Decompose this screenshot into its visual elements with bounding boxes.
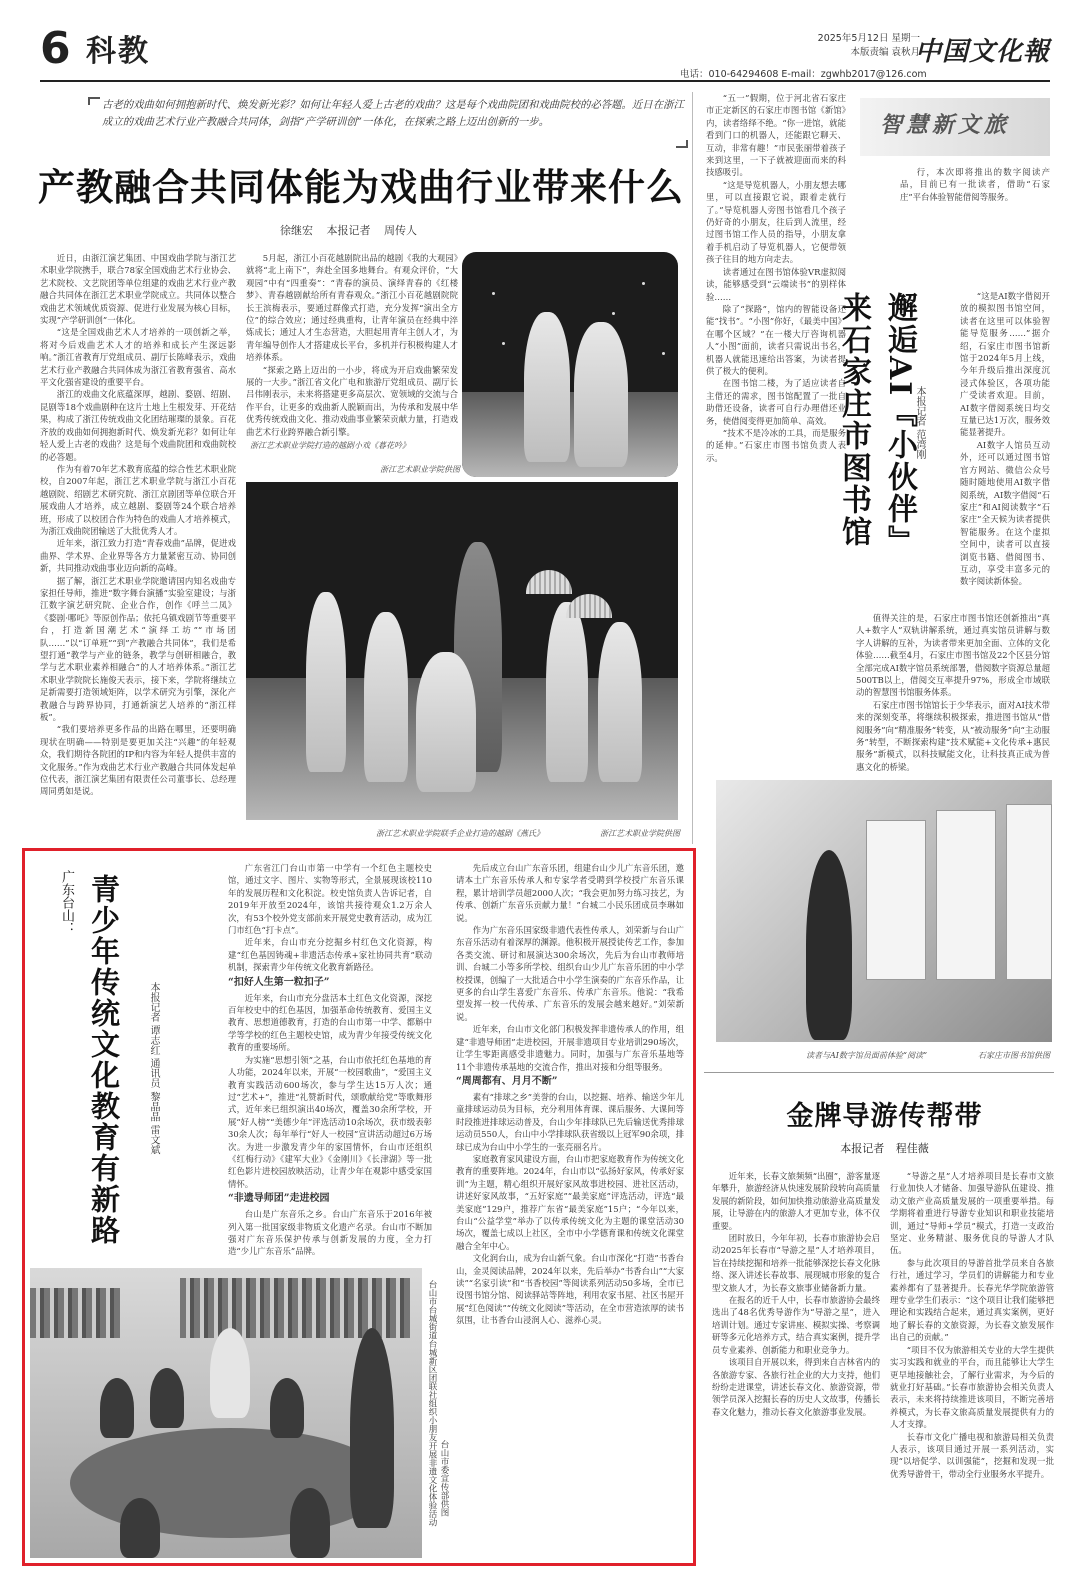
- drama-column-2: [246, 252, 458, 438]
- paragraph: “导游之星”人才培养项目是长春市文旅行业加快人才储备、加强导游队伍建设、推动文旅产业高质量发展的一项重要举措。每学期将着重进行导游专业知识和职业技能培训，通过“导师+学员”模式，打造一支政治坚定、业务精湛、服务优良的导游人才队伍。: [890, 1171, 1054, 1256]
- youth-photo-credit: 台山市委宣传部供图: [439, 1440, 449, 1517]
- display-panel: [936, 810, 996, 980]
- display-panel: [866, 820, 926, 980]
- ai-headline-line-1: 邂逅AI『小伙伴』: [882, 292, 917, 558]
- teacher-figure: [210, 1328, 250, 1418]
- youth-headline: 青少年传统文化教育有新路: [87, 874, 121, 1246]
- fan-prop: [526, 570, 572, 594]
- youth-location: 广东台山：: [59, 870, 74, 935]
- display-panel: [1006, 804, 1052, 980]
- paragraph: 台山是广东音乐之乡。台山广东音乐于2016年被列入第一批国家级非物质文化遗产名录。台山市不断加强对广东音乐保护传承与创新发展的力度，全力打造“少儿广东音乐”品牌。: [228, 1209, 432, 1257]
- paragraph: 据了解，浙江艺术职业学院邀请国内知名戏曲专家担任导师，推进“数字舞台演播”实验室建设；与浙江数字演艺研究院、企业合作，创作《呼兰二凤》《婺剧·哪吒》等原创作品；依托乌镇戏剧节等重要平台，打造新国潮艺术“演绎工坊”“市场团队……”以“订单班”“到”产教融合共同体”，我们是希望打通“教学与产业的链条，教学与创研相融合，教学与艺术职业素养相融合”的人才培养体系。”浙江艺术职业学院院长施俊天表示，接下来，学院将继续立足新需要打造领域矩阵，以学术研究为引擎，深化产教融合与跨界协同，打通新演艺人培养的“浙江样板”。: [40, 575, 236, 723]
- banner-title: 智慧新文旅: [880, 112, 1011, 138]
- paragraph: 先后成立台山广东音乐团，组建台山少儿广东音乐团，邀请本土广东音乐传承人和专家学者受聘到学校授广东音乐课程，累计培训学员超2000人次；“我会更加努力练习技艺，为传承、创新广东音乐贡献力量！”台城二小民乐团成员李琳如说。: [456, 863, 684, 923]
- paragraph: 长春市文化广播电视和旅游局相关负责人表示，该项目通过开展一系列活动，实现“以培促学、以训强能”，挖掘和发现一批优秀导游骨干，带动全行业服务水平提升。: [890, 1431, 1054, 1479]
- ai-column-1: [706, 92, 846, 768]
- paragraph: “探索之路上迈出的一小步，将成为开启戏曲繁荣发展的一大步。”浙江省文化广电和旅游厅党组成员、副厅长吕伟刚表示，未来将搭建更多高层次、宽领域的交流与合作平台，让更多的戏曲新人脱颖而出，为传承和发展中华优秀传统戏曲文化、推动戏曲事业繁荣贡献力量，打造戏曲艺术行业跨界融合新引擎。: [246, 364, 458, 437]
- paragraph: 读者通过在图书馆体验VR虚拟阅读，能够感受到“云端读书”的别样体验……: [706, 266, 846, 302]
- ai-photo-caption: 读者与AI数字馆员面前体验“阅读”: [806, 1051, 928, 1060]
- column-divider: [692, 92, 693, 844]
- paragraph: 浙江的戏曲文化底蕴深厚，越剧、婺剧、绍剧、昆剧等18个戏曲剧种在这片土地上生根发芽、开花结果，构成了浙江传统戏曲文化团结璀璨的景象。百花齐放的戏曲如何拥抱新时代、焕发新光彩？如何让年轻人爱上古老的戏曲？这是每个戏曲院团和戏曲院校的必答题。: [40, 389, 236, 462]
- paragraph: 在报名的近千人中，长春市旅游协会最终选出了48名优秀导游作为“导游之星”，进入培训计划。通过专家讲座、模拟实操、考察调研等多元化培养方式，结合真实案例，提升学员专业素养、创新能力和职业竞争力。: [712, 1295, 880, 1355]
- youth-subhead-3: “周周都有、月月不断”: [456, 1075, 558, 1087]
- paragraph: 5月起，浙江小百花越剧院出品的越剧《我的大观园》就将“北上南下”，奔赴全国多地舞台。有观众评价，“大观园”中有“四重奏”：“青春的演员、演绎青春的《红楼梦》、青春越剧献给所有青春观众。”浙江小百花越剧院院长王滨梅表示，要通过群像式打造，充分发挥“演出全方位”的综合效应；通过经典重构，让青年演员在经典中淬炼成长；通过人才生态营造，大胆起用青年主创人才，为青年编导创作人才搭建成长平台，多机并行积极构建人才培养体系。: [246, 253, 458, 363]
- performer-figure: [306, 592, 346, 772]
- child-figure: [100, 1378, 134, 1438]
- ai-column-2-top: [900, 166, 1050, 286]
- youth-photo-caption: 台山市台城街道台城新区团联社组织小朋友开展非遗文化体验活动: [427, 1280, 437, 1527]
- paragraph: 近年来，浙江致力打造“青春戏曲”品牌，促进戏曲界、学术界、企业界等各方力量紧密互动、协同创新，共同推动戏曲事业迈向新的高峰。: [40, 538, 236, 574]
- activity-table: [70, 1428, 390, 1538]
- intro-quote-mark-close: [676, 140, 688, 148]
- performer-figure: [364, 612, 408, 782]
- performer-figure: [574, 322, 628, 467]
- drama-intro: 古老的戏曲如何拥抱新时代、焕发新光彩？如何让年轻人爱上古老的戏曲？这是每个戏曲院团和戏曲院校的必答题。近日在浙江成立的戏曲艺术行业产教融合共同体，剑指“产学研训创”一体化，在探索之路上迈出创新的一步。: [102, 99, 684, 128]
- paragraph: 家庭教育家风建设方面，台山市把家庭教育作为传统文化教育的重要阵地。2024年，台山市以“弘扬好家风，传承好家训”为主题，精心组织开展好家风故事进校园、进社区活动，讲述好家风故事，“五好家庭”“最美家庭”评选活动，评选“最美家庭”129户，推荐广东省“最美家庭”15户；“今年以来，台山“公益学堂”举办了以传承传统文化为主题的课堂活动30场次，覆盖七成以上社区，全市中小学德育课和传统文化课堂融合全年中心。: [456, 1153, 684, 1251]
- paragraph: 作为广东音乐国家级非遗代表性传承人，刘荣新与台山广东音乐活动有着深厚的渊源。他积极开展授徒传艺工作，参加各类交流、研讨和展演达300余场次，先后为台山市教师培训、台城二小等多所学校、组织台山少儿广东音乐团的中小学校授课，创编了一大批适合中小学生演奏的广东音乐作品，让更多的台山学生喜爱广东音乐、传承广东音乐。他说：“我希望发挥一校一代传承、广东音乐的发展会越来越好。”刘荣新说。: [456, 925, 684, 1022]
- paragraph: “这是AI数字借阅开放的模拟图书馆空间，读者在这里可以体验智能导览服务……”据介绍，石家庄市图书馆新馆于2024年5月上线，今年升级后推出深度沉浸式体验区，各项功能广受读者欢迎。目前，AI数字借阅系统日均交互量已达1万次，服务效能显著提升。: [960, 291, 1050, 438]
- paragraph: 行，本次即将推出的数字阅读产品，目前已有一批读者，借助“石家庄”平台体验智能借阅等服务。: [900, 167, 1050, 202]
- section-divider: [704, 1072, 1054, 1073]
- adult-figure: [350, 1328, 394, 1528]
- petal: [492, 292, 495, 295]
- performer-figure: [598, 622, 642, 782]
- masthead: [40, 24, 1050, 82]
- drama-credit-2: 浙江艺术职业学院供图: [600, 829, 680, 838]
- tour-column-2: [890, 1170, 1054, 1566]
- ai-byline: 本报记者 范湾刚: [914, 386, 925, 460]
- youth-photo: [30, 1268, 422, 1558]
- youth-column-1: [228, 862, 432, 1262]
- performer-figure: [524, 312, 570, 462]
- paragraph: 近年来，台山市充分盘活本土红色文化资源，深挖百年校史中的红色基因，加强革命传统教育、爱国主义教育、思想道德教育，打造的台山市第一中学、都斛中学等学校的红色主题校史馆，成为青少年接受传统文化教育的重要场所。: [228, 992, 432, 1053]
- paragraph: 为实施“思想引领”之基，台山市依托红色基地的育人功能，2024年以来，开展“一校园歌曲”，“爱国主义教育实践活动600场次，参与学生达15万人次；通过“艺术+”，推进“礼赞新时代，颂歌献给党”等歌舞形式，近年来已组织演出40场次，覆盖30余所学校，开展“好人榜”“美德少年”评选活动10余场次，获市级表彰30余人次；每年举行“好人一校园”宣讲活动超过6万场次。为进一步激发青少年的家国情怀，台山市还组织《红梅行动》《建军大业》《金刚川》《长津湖》等一批红色影片进校园放映活动，让青少年在观影中感受家国情怀。: [228, 1054, 432, 1189]
- paragraph: 除了“探路”，馆内的智能设备还能“找书”。“小图”你好，《最美中国》在哪个区域？”在一楼大厅咨询机器人“小图”面前，读者只需说出书名，机器人就能迅速给出答案，为读者提供了极大的便利。: [706, 303, 846, 376]
- tour-byline: 本报记者 程佳薇: [840, 1142, 929, 1155]
- paragraph: 近年来，台山市文化部门积极发挥非遗传承人的作用，组建“非遗导师团”走进校园，开展非遗项目专业培训290场次，让学生零距离感受非遗魅力。同时，加强与广东音乐基地等11个非遗传承基地的交流合作，推出对接和分组等服务。: [456, 1024, 684, 1072]
- issue-date: 2025年5月12日 星期一: [817, 33, 920, 44]
- contact-info: 电话：010-64294608 E-mail：zgwhb2017@126.com: [680, 69, 927, 80]
- section-banner: [860, 98, 1050, 156]
- section-name: 科教: [86, 34, 150, 69]
- youth-column-2: [456, 862, 684, 1552]
- drama-column-1: [40, 252, 236, 844]
- paragraph: 近年来，长春文旅频频“出圈”，游客量逐年攀升，旅游经济从快速发展阶段转向高质量发展的新阶段，如何加快推动旅游业高质量发展，让导游在内的旅游人才更加专业，体不仅重要。: [712, 1171, 880, 1231]
- reader-figure: [806, 850, 852, 1040]
- child-figure: [270, 1378, 304, 1438]
- paragraph: 作为有着70年艺术教育底蕴的综合性艺术职业院校，自2007年起，浙江艺术职业学院与浙江小百花越剧院、绍剧艺术研究院、浙江京剧团等单位联合开展戏曲人才培养，成立越剧、婺剧等24个联合培养班，形成了以校团合作为特色的戏曲人才培养模式，为浙江戏曲院团输送了大批优秀人才。: [40, 463, 236, 536]
- child-figure: [290, 1488, 330, 1558]
- paragraph: “这是导览机器人，小朋友想去哪里，可以直接跟它说，跟着走就行了。”导览机器人旁图书馆看几个孩子仍好奇的小朋友，往后到人流里，经过图书馆工作人员的指导，小朋友拿着手机启动了导览机器人，它便带领孩子往目的地方向走去。: [706, 179, 846, 265]
- petal: [662, 352, 665, 355]
- drama-headline: 产教融合共同体能为戏曲行业带来什么: [38, 165, 684, 209]
- paragraph: 石家庄市图书馆馆长于少华表示，面对AI技术带来的深刻变革，将继续积极探索，推进图书馆从“借阅服务”向“精准服务”转变，从“被动服务”向“主动服务”转型，不断探索构建“技术赋能+文化传承+惠民服务”新模式，以科技赋能文化，让科技真正成为普惠文化的桥梁。: [856, 699, 1050, 772]
- drama-credit-1: 浙江艺术职业学院供图: [380, 465, 460, 474]
- performer-figure: [546, 602, 588, 782]
- newspaper-logo: 中国文化報: [914, 37, 1050, 67]
- tour-headline: 金牌导游传帮带: [786, 1101, 983, 1132]
- paragraph: AI数字人馆员互动外，还可以通过图书馆官方网站、微信公众号随时随地使用AI数字借阅系统，AI数字借阅“石家庄”和AI阅读数字“石家庄”全天候为读者提供智能服务。在这个虚拟空间中，读者可以直接浏览书籍、借阅图书、互动，享受丰富多元的数字阅读新体验。: [960, 439, 1050, 587]
- drama-photo-2: [246, 482, 678, 820]
- petal: [612, 312, 615, 315]
- paragraph: 近日，由浙江演艺集团、中国戏曲学院与浙江艺术职业学院携手，联合78家全国戏曲艺术行业协会、艺术院校、文艺院团等单位组建的戏曲艺术行业产教融合共同体在浙江艺术职业学院成立。共同体以整合戏曲艺术领域优质资源、促进行业发展为核心目标，实现“产学研训创”一体化。: [40, 253, 236, 326]
- page-number: 6: [40, 23, 71, 74]
- paragraph: 广东省江门台山市第一中学有一个红色主题校史馆，通过文字、图片、实物等形式，全景展现该校110年的发展历程和文化积淀。校史馆负责人告诉记者，自2019年开放至2024年，该馆共接待观众1.2万余人次，有53个校外党支部前来开展党史教育活动，成为江门市红色“打卡点”。: [228, 863, 432, 936]
- drama-caption-2: 浙江艺术职业学院联手企业打造的越剧《燕氏》: [376, 829, 544, 838]
- paragraph: “五一”假期，位于河北省石家庄市正定新区的石家庄市图书馆《新馆》内，读者络绎不绝。“你一进馆，就能看到门口的机器人，还能跟它聊天、互动，非常有趣！”市民张丽带着孩子来到这里，一下子就被迎面而来的科技感吸引。: [706, 93, 846, 178]
- drama-photo-1: [462, 252, 678, 477]
- paragraph: “技术不是冷冰的工具，而是服务的延伸。”石家庄市图书馆负责人表示。: [706, 427, 846, 463]
- petal: [642, 282, 645, 285]
- paragraph: “我们要培养更多作品的出路在哪里，还要明确现状在明确——特别是要更加关注“兴趣”的年轻观众，我们期待各院团的IP和内容为年轻人提供丰富的文化服务。”作为戏曲艺术行业产教融合共同体发起单位代表，浙江演艺集团有限责任公司董事长、总经理周同勇如是说。: [40, 724, 236, 797]
- stage-floor: [462, 392, 678, 478]
- ai-column-2-mid: [960, 290, 1050, 610]
- drama-caption-1: 浙江艺术职业学院打造的越剧小戏《暮花吟》: [250, 441, 410, 450]
- performer-figure: [416, 652, 476, 792]
- youth-subhead-2: “非遗导师团”走进校园: [228, 1193, 330, 1205]
- ai-column-2-bottom: [856, 612, 1050, 772]
- paragraph: 文化润台山，成为台山新气象。台山市深化“打造”书香台山，金灵阅读品牌，2024年以来，先后举办“书香台山”“大家读”“名家引读”和“书香校园”等阅读系列活动50多场，全市已设图书馆分馆、阅读驿站等阵地，利用农家书屋、社区书屋开展“红色阅读”“传统文化阅读”等活动，在全市营造浓厚的读书氛围，让书香台山浸润人心、滋养心灵。: [456, 1253, 684, 1326]
- youth-byline: 本报记者 谭志红 通讯员 黎晶晶 雷文斌: [148, 982, 159, 1155]
- page-editors: 本版责编 袁秋月: [850, 47, 920, 58]
- paragraph: “项目不仅为旅游相关专业的大学生提供实习实践和就业的平台，而且能够让大学生更早地接触社会，了解行业需求，为今后的就业打好基础。”长春市旅游协会相关负责人表示，未来将持续推进该项目，不断完善培养模式，为长春文旅高质量发展提供有力的人才支撑。: [890, 1344, 1054, 1430]
- bookshelf: [30, 1288, 120, 1338]
- youth-subhead-1: “扣好人生第一粒扣子”: [228, 976, 330, 988]
- paragraph: 该项目自开展以来，得到来自吉林省内的各旅游专家、各旅行社企业的大力支持，他们纷纷走进课堂，讲述长春文化、旅游资源，带领学员深入挖掘长春的历史人文故事，传播长春文化魅力，推动长春文化旅游事业发展。: [712, 1357, 880, 1417]
- paragraph: 素有“排球之乡”美誉的台山，以挖掘、培养、输送少年儿童排球运动员为目标，充分利用体育课、课后服务、大课间等时段推进排球运动普及，台山少年排球队已先后输送优秀排球运动员550人，台山中小学排球队获省级以上冠军90余项，排球已成为台山中小学生的一张亮丽名片。: [456, 1091, 684, 1152]
- ai-headline-line-2: 来石家庄市图书馆: [836, 292, 871, 548]
- child-figure: [120, 1498, 160, 1558]
- paragraph: 参与此次项目的导游首批学员来自各旅行社，通过学习，学员们的讲解能力和专业素养都有了显著提升。长春光华学院旅游管理专业学生们表示：“这个项目让我们能够把理论和实践结合起来，通过真实案例，更好地了解长春的文旅资源，为长春文旅发展作出自己的贡献。”: [890, 1257, 1054, 1343]
- paragraph: 近年来，台山市充分挖掘乡村红色文化资源，构建“红色基因铸魂+非遗活态传承+家社协同共育”联动机制，探索青少年传统文化教育新路径。: [228, 937, 432, 973]
- drama-byline: 徐继宏 本报记者 周传人: [280, 224, 417, 237]
- fan-prop: [566, 594, 612, 618]
- petal: [502, 342, 505, 345]
- child-figure: [150, 1368, 184, 1428]
- paragraph: 团时放日，今年年初，长春市旅游协会启动2025年长春市“导游之星”人才培养项目，旨在持续挖掘和培养一批能够深挖长春文化脉络、深入讲述长春故事、展现城市形象的复合型文旅人才，为长春文旅事业储备新力量。: [712, 1233, 880, 1293]
- paragraph: 值得关注的是，石家庄市图书馆还创新推出“真人+数字人”双轨讲解系统，通过真实馆员讲解与数字人讲解的互补，为读者带来更加全面、立体的文化体验……截至4月，石家庄市图书馆及22个区县分馆全部完成AI数字馆员系统部署，借阅数字资源总量超500TB以上，借阅交互率提升97%，形成全市域联动的智慧图书馆服务体系。: [856, 613, 1050, 698]
- paragraph: “这是全国戏曲艺术人才培养的一项创新之举，将对今后戏曲艺术人才的培养和成长产生深远影响。”浙江省教育厅党组成员、副厅长陈峰表示，戏曲艺术行业产教融合共同体成为浙江省教育强省、高水平文化强省建设的重要平台。: [40, 327, 236, 388]
- paragraph: 在图书馆二楼，为了适应读者自主借还的需求，图书馆配置了一批自助借还设备，读者可自行办理借还业务，使借阅变得更加简单、高效。: [706, 378, 846, 426]
- tour-column-1: [712, 1170, 880, 1566]
- ai-photo-credit: 石家庄市图书馆供图: [978, 1051, 1050, 1060]
- ai-library-photo: [716, 780, 1052, 1042]
